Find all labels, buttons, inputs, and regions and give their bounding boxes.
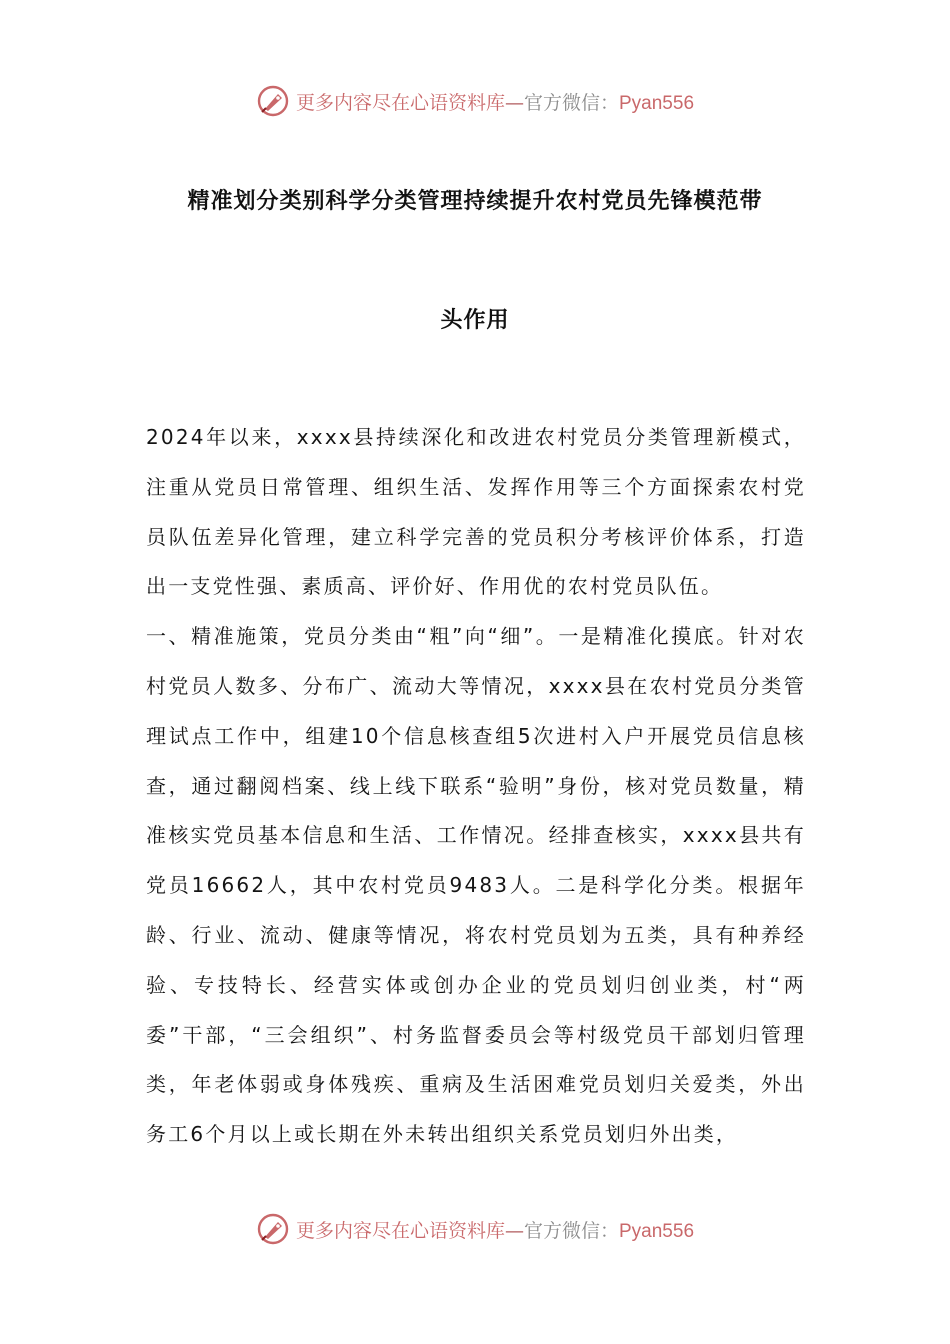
paragraph-section-1: 一、精准施策，党员分类由“粗”向“细”。一是精准化摸底。针对农村党员人数多、分布广、流动大等情况，xxxx县在农村党员分类管理试点工作中，组建10个信息核查组5次进村入户开展党员信息核查，通过翻阅档案、线上线下联系“验明”身份，核对党员数量，精准核实党员基本信息和生活、工作情况。经排查核实，xxxx县共有党员16662人，其中农村党员9483人。二是科学化分类。根据年龄、行业、流动、健康等情况，将农村党员划为五类，具有种养经验、专技特长、经营实体或创办企业的党员划归创业类，村“两委”干部，“三会组织”、村务监督委员会等村级党员干部划归管理类，年老体弱或身体残疾、重病及生活困难党员划归关爱类，外出务工6个月以上或长期在外未转出组织关系党员划归外出类， — [146, 624, 806, 1147]
pen-nib-circle-icon — [256, 1212, 290, 1246]
watermark-text — [296, 1216, 694, 1243]
watermark-text — [296, 88, 694, 115]
watermark-brand: 更多内容尽在心语资料库 — [295, 1219, 505, 1242]
watermark-account: Pyan556 — [619, 1220, 695, 1242]
watermark-separator: — — [504, 1219, 524, 1242]
watermark-header — [0, 84, 950, 118]
document-title-line-1: 精准划分类别科学分类管理持续提升农村党员先锋模范带 — [187, 189, 763, 214]
document-title-line-2: 头作用 — [440, 308, 510, 333]
watermark-account: Pyan556 — [619, 92, 695, 114]
document-body — [146, 413, 806, 1160]
watermark-label: 官方微信： — [523, 91, 619, 114]
paragraph-intro: 2024年以来，xxxx县持续深化和改进农村党员分类管理新模式，注重从党员日常管理、组织生活、发挥作用等三个方面探索农村党员队伍差异化管理，建立科学完善的党员积分考核评价体系，打造出一支党性强、素质高、评价好、作用优的农村党员队伍。 — [146, 425, 806, 599]
watermark-separator: — — [504, 91, 524, 114]
watermark-label: 官方微信： — [523, 1219, 619, 1242]
watermark-brand: 更多内容尽在心语资料库 — [295, 91, 505, 114]
watermark-footer — [0, 1212, 950, 1246]
pen-nib-circle-icon — [256, 84, 290, 118]
